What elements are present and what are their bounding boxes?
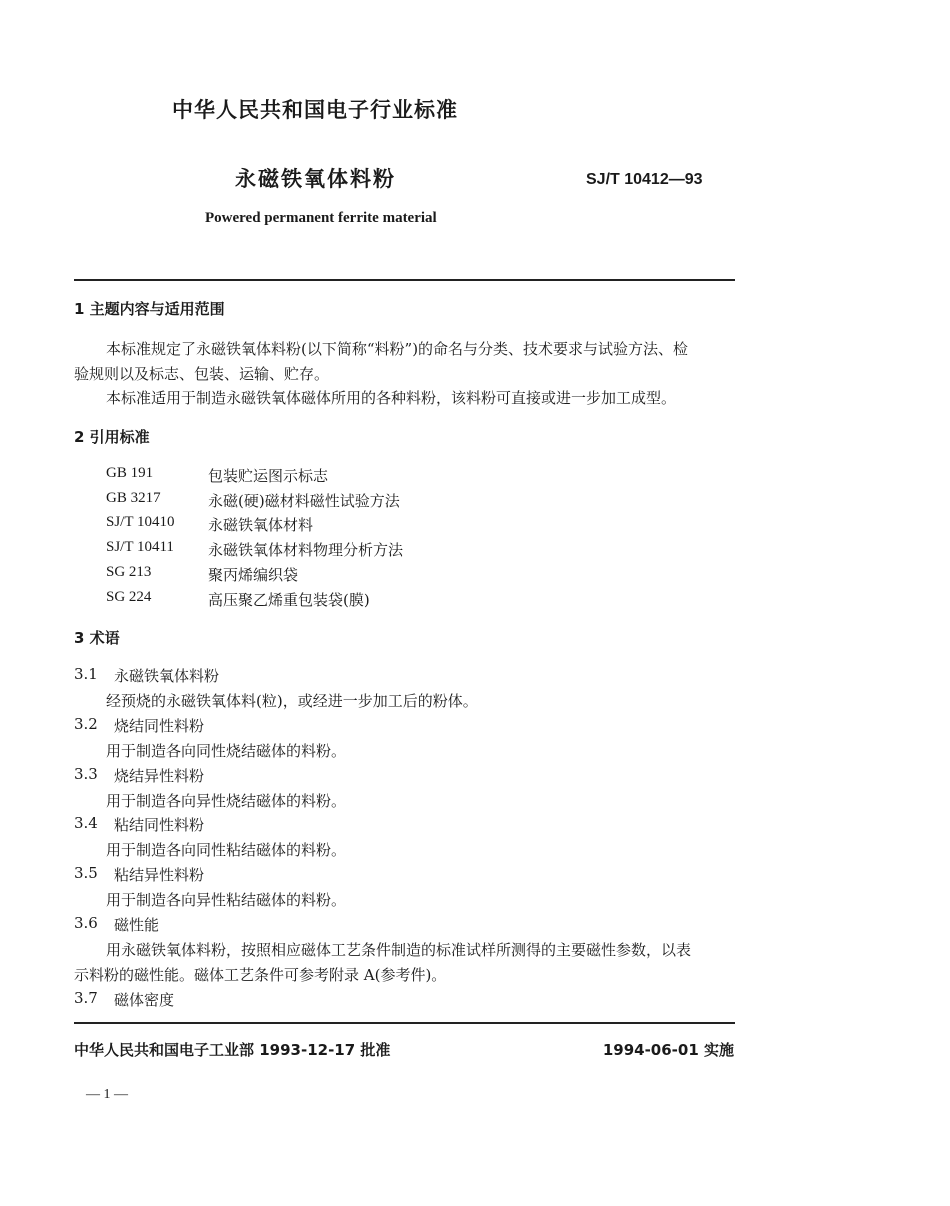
term-number: 3.2 — [74, 715, 98, 733]
section-1-para1-line1: 本标准规定了永磁铁氧体料粉(以下简称“料粉”)的命名与分类、技术要求与试验方法、检 — [106, 340, 689, 358]
implementation-date: 1994-06-01 实施 — [602, 1041, 734, 1059]
page-number: — 1 — — [86, 1087, 128, 1102]
top-divider — [74, 279, 735, 281]
ref-code: SG 224 — [106, 589, 152, 605]
term-6-definition-line1: 用永磁铁氧体料粉，按照相应磁体工艺条件制造的标准试样所测得的主要磁性参数，以表 — [106, 941, 692, 959]
ref-code: SJ/T 10411 — [106, 539, 174, 555]
org-standard-heading: 中华人民共和国电子行业标准 — [172, 98, 458, 122]
term-definition: 用于制造各向同性粘结磁体的料粉。 — [106, 841, 347, 859]
english-title: Powered permanent ferrite material — [205, 210, 437, 226]
section-1-para1-line2: 验规则以及标志、包装、运输、贮存。 — [74, 365, 330, 383]
term-definition: 经预烧的永磁铁氧体料(粒)，或经进一步加工后的粉体。 — [106, 692, 478, 710]
term-number: 3.6 — [74, 914, 98, 932]
ref-code: GB 191 — [106, 465, 154, 481]
section-1-para2: 本标准适用于制造永磁铁氧体磁体所用的各种料粉，该料粉可直接或进一步加工成型。 — [106, 389, 677, 407]
ref-title: 永磁铁氧体材料物理分析方法 — [208, 541, 404, 559]
approval-date: 中华人民共和国电子工业部 1993-12-17 批准 — [74, 1041, 391, 1059]
ref-title: 高压聚乙烯重包装袋(膜) — [208, 591, 370, 609]
ref-title: 永磁铁氧体材料 — [208, 516, 314, 534]
term-number: 3.1 — [74, 665, 98, 683]
ref-title: 永磁(硬)磁材料磁性试验方法 — [208, 492, 400, 510]
term-definition: 用于制造各向同性烧结磁体的料粉。 — [106, 742, 347, 760]
term-number: 3.7 — [74, 989, 98, 1007]
term-name: 粘结异性料粉 — [114, 866, 205, 884]
standard-number: SJ/T 10412—93 — [586, 171, 703, 188]
bottom-divider — [74, 1022, 735, 1024]
document-title: 永磁铁氧体料粉 — [235, 167, 396, 191]
term-definition: 用于制造各向异性烧结磁体的料粉。 — [106, 792, 347, 810]
term-name: 粘结同性料粉 — [114, 816, 205, 834]
section-2-heading: 2 引用标准 — [74, 428, 150, 446]
term-name: 永磁铁氧体料粉 — [114, 667, 220, 685]
term-name: 磁体密度 — [114, 991, 175, 1009]
term-definition: 用于制造各向异性粘结磁体的料粉。 — [106, 891, 347, 909]
ref-code: SG 213 — [106, 564, 152, 580]
section-1-heading: 1 主题内容与适用范围 — [74, 300, 225, 318]
term-6-definition-line2: 示料粉的磁性能。磁体工艺条件可参考附录 A(参考件)。 — [74, 966, 447, 984]
term-name: 烧结同性料粉 — [114, 717, 205, 735]
term-number: 3.4 — [74, 814, 98, 832]
term-name: 烧结异性料粉 — [114, 767, 205, 785]
ref-code: SJ/T 10410 — [106, 514, 175, 530]
section-3-heading: 3 术语 — [74, 629, 120, 647]
ref-title: 聚丙烯编织袋 — [208, 566, 299, 584]
term-name: 磁性能 — [114, 916, 160, 934]
ref-code: GB 3217 — [106, 490, 161, 506]
term-number: 3.3 — [74, 765, 98, 783]
term-number: 3.5 — [74, 864, 98, 882]
ref-title: 包装贮运图示标志 — [208, 467, 329, 485]
